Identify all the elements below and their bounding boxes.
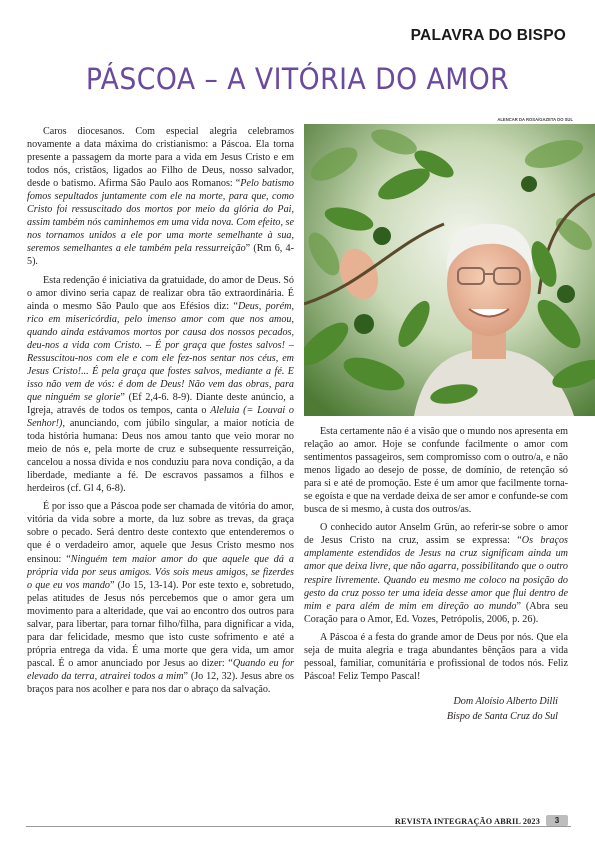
paragraph-3: [27, 500, 294, 696]
paragraph-6: [304, 631, 568, 683]
footer-divider: [26, 826, 571, 827]
body-text: É por isso que a Páscoa pode ser chamada de vitória do amor, vitória da vida sobre a morte, da luz sobre as trevas, da graça sobre o pecado. Será dentro deste contexto que entenderemos o que é o verdadeiro amor, aquele que Jesus Cristo mesmo nos ensinou: “: [27, 501, 294, 565]
quote-text: Ninguém tem maior amor do que aquele que dá a própria vida por seus amigos. Vós sois meus amigos, se fizerdes o que eu vos mando: [27, 553, 294, 591]
paragraph-4: [304, 425, 568, 516]
publication-name: REVISTA INTEGRAÇÃO ABRIL 2023: [394, 817, 540, 826]
paragraph-1: [27, 125, 294, 269]
quote-text: Deus, porém, rico em misericórdia, pelo imenso amor com que nos amou, quando ainda estávamos mortos por causa dos nossos pecados, deu-nos a vida com Cristo. – É por graça que fostes salvos! – Ressuscitou-nos com ele e com ele fez-nos sentar nos céus, em Jesus Cristo!... É pela graça que fostes salvos, mediante a fé. E isso não vem de vós: é dom de Deus! Não vem das obras, para que ninguém se glorie: [27, 300, 294, 403]
bishop-photo: [304, 124, 595, 416]
body-text: ” (Jo 12, 32). Jesus abre os braços para nos acolher e para nos dar o abraço da salvação.: [27, 670, 294, 695]
footer: [0, 815, 595, 829]
photo-credit: ALENCAR DA ROSA/GAZETA DO SUL: [497, 117, 573, 122]
body-text: ” (Abra seu Coração para o Amor, Ed. Vozes, Petrópolis, 2006, p. 26).: [304, 600, 569, 625]
body-text: ” (Jo 15, 13-14). Por este texto e, sobretudo, pelas atitudes de Jesus nós percebemos que o amor gera um movimento para a alteridade, que vai ao encontro dos outros para salvar, para libertar, para tornar filho/filha, para dignificar a vida, para dar felicidade, mesmo que isto custe sofrimento e até a própria entrega da vida. É uma morte que gera vida, um amor pascal. É o amor anunciado por Jesus ao dizer: “: [27, 579, 294, 669]
signature-role: Bispo de Santa Cruz do Sul: [446, 710, 558, 722]
right-column: [304, 425, 568, 729]
body-text: , anunciando, com júbilo singular, a maior notícia de toda história humana: Deus nos amou tanto que veio morar no meio de nós e, pela morte de cruz e subsequente ressurreição, cancelou a nossa dívida e nos conduziu para nova condição, a da liberdade, mediante a fé. De escravos passamos a filhos e herdeiros (cf. Gl 4, 6-8).: [27, 418, 294, 495]
bishop-photo-illustration: [304, 124, 595, 416]
quote-text: Pelo batismo fomos sepultados juntamente com ele na morte, para que, como Cristo foi ressuscitado dos mortos por meio da glória do Pai, assim também nós caminhemos em uma vida nova. Com efeito, se nos tornamos unidos a ele por uma morte semelhante à sua, seremos semelhantes a ele também pela ressurreição: [27, 178, 294, 255]
signature-name: Dom Aloísio Alberto Dilli: [453, 695, 558, 707]
body-text: Caros diocesanos. Com especial alegria celebramos novamente a data máxima do cristianismo: a Páscoa. Ela torna presente a passagem da morte para a vida em Jesus Cristo e em todos nós, cristãos, ligados ao Filho de Deus, nosso salvador, desde o batismo. Afirma São Paulo aos Romanos: “: [27, 126, 294, 190]
quote-text: Quando eu for elevado da terra, atrairei todos a mim: [27, 657, 294, 682]
left-column: [27, 125, 294, 701]
section-label: PALAVRA DO BISPO: [410, 27, 566, 44]
quote-text: Os braços amplamente estendidos de Jesus na cruz significam ainda um amor que deixa livre, que não agarra, possibilitando que o outro respire livremente. Quando eu mesmo me coloco na posição do gesto da cruz posso ter uma ideia desse amor que flui dentro de mim e para além de mim em direção ao mundo: [304, 535, 568, 612]
paragraph-5: [304, 521, 568, 625]
quote-text: Aleluia (= Louvai o Senhor!): [27, 404, 294, 430]
body-text: A Páscoa é a festa do grande amor de Deus por nós. Que ela seja de muita alegria e traga abundantes bênçãos para a vida pessoal, familiar, comunitária e profissional de todos nós. Feliz Páscoa! Feliz Tempo Pascal!: [304, 631, 568, 682]
page-number: 3: [546, 815, 568, 826]
body-text: Esta redenção é iniciativa da gratuidade, do amor de Deus. Só o amor divino seria capaz de realizar obra tão extraordinária. É ainda o mesmo São Paulo que aos Efésios diz: “: [27, 274, 294, 312]
paragraph-2: [27, 274, 294, 496]
body-text: ” (Ef 2,4-6. 8-9). Diante deste anúncio, a Igreja, através de todos os tempos, canta o: [27, 391, 295, 416]
body-text: Esta certamente não é a visão que o mundo nos apresenta em relação ao amor. Hoje se confunde facilmente o amor com sentimentos passageiros, sem compromisso com o outro/a, e não menos ligado ao desejo de posse, de domínio, de retenção só para si e até de promoção. Este é um amor que facilmente torna-se egoísta e que na verdade deixa de ser amor e confunde-se com busca de si mesmo, à custa dos outros/as.: [304, 426, 568, 516]
body-text: O conhecido autor Anselm Grün, ao referir-se sobre o amor de Jesus Cristo na cruz, assim se expressa: “: [304, 522, 568, 547]
signature: [304, 694, 558, 724]
page-title: PÁSCOA – A VITÓRIA DO AMOR: [85, 62, 510, 96]
body-text: ” (Rm 6, 4-5).: [27, 243, 294, 268]
